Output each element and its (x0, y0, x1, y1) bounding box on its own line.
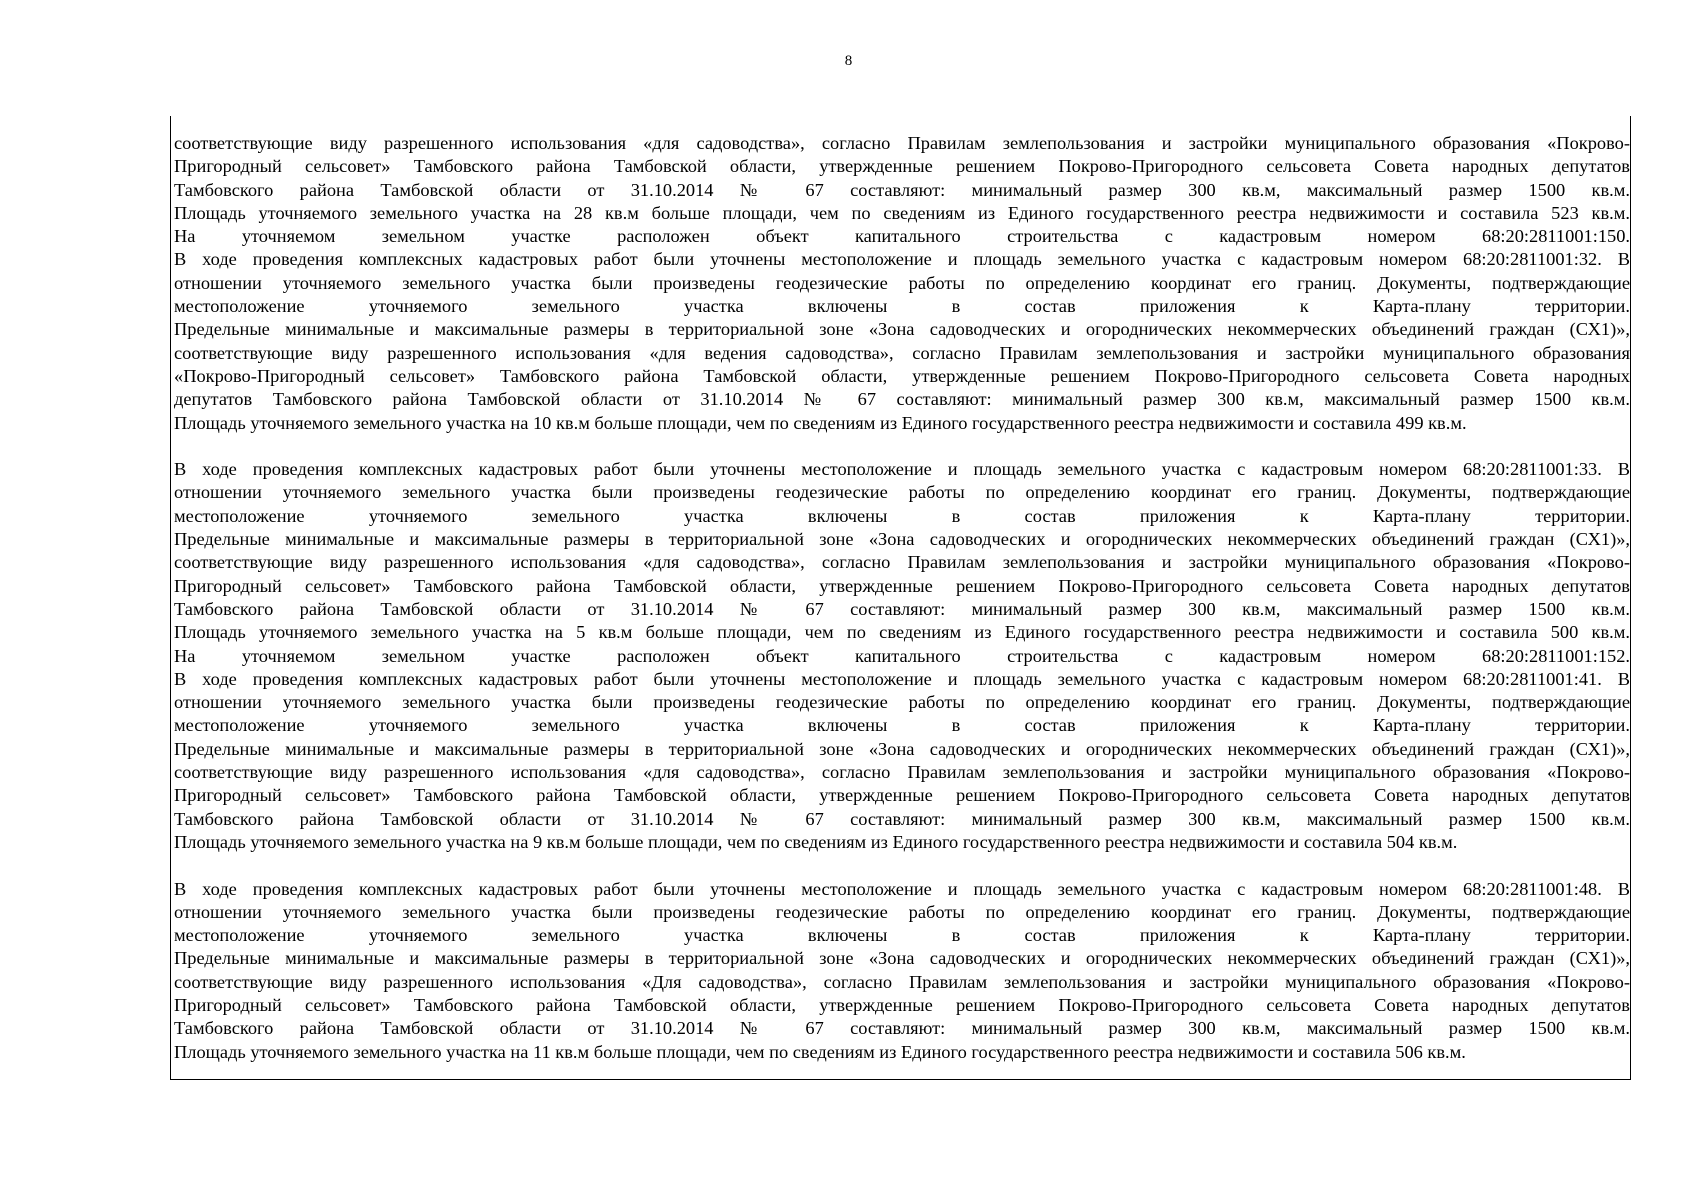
text-line: Предельные минимальные и максимальные размеры в территориальной зоне «Зона садоводческих и огороднических некоммерческих объединений граждан (СХ1)», (174, 738, 1630, 759)
text-line: Предельные минимальные и максимальные размеры в территориальной зоне «Зона садоводческих и огороднических некоммерческих объединений граждан (СХ1)», (174, 529, 1630, 550)
text-line: Пригородный сельсовет» Тамбовского района Тамбовской области, утвержденные решением Покрово-Пригородного сельсовета Совета народных депутатов (174, 785, 1630, 806)
text-line: соответствующие виду разрешенного использования «для садоводства», согласно Правилам землепользования и застройки муниципального образования «Покрово- (174, 762, 1630, 783)
text-line: В ходе проведения комплексных кадастровых работ были уточнены местоположение и площадь земельного участка с кадастровым номером 68:20:2811001:41. В (174, 668, 1630, 689)
text-line: Предельные минимальные и максимальные размеры в территориальной зоне «Зона садоводческих и огороднических некоммерческих объединений граждан (СХ1)», (174, 948, 1630, 969)
document-table-cell (170, 116, 1631, 1080)
text-line: Площадь уточняемого земельного участка на 9 кв.м больше площади, чем по сведениям из Единого государственного реестра недвижимости и составила 504 кв.м. (174, 831, 1458, 852)
text-line: Площадь уточняемого земельного участка на 28 кв.м больше площади, чем по сведениям из Единого государственного реестра недвижимости и составила 523 кв.м. (174, 202, 1630, 223)
text-line: местоположение уточняемого земельного участка включены в состав приложения к Карта-плану территории. (174, 925, 1630, 946)
text-line: отношении уточняемого земельного участка были произведены геодезические работы по определению координат его границ. Документы, подтверждающие (174, 901, 1630, 922)
text-line: Тамбовского района Тамбовской области от 31.10.2014 № 67 составляют: минимальный размер 300 кв.м, максимальный размер 1500 кв.м. (174, 179, 1630, 200)
document-text (174, 132, 1630, 1064)
text-line: отношении уточняемого земельного участка были произведены геодезические работы по определению координат его границ. Документы, подтверждающие (174, 692, 1630, 713)
text-line: Площадь уточняемого земельного участка на 5 кв.м больше площади, чем по сведениям из Единого государственного реестра недвижимости и составила 500 кв.м. (174, 622, 1630, 643)
text-line: Площадь уточняемого земельного участка на 10 кв.м больше площади, чем по сведениям из Единого государственного реестра недвижимости и составила 499 кв.м. (174, 412, 1467, 433)
text-line: соответствующие виду разрешенного использования «для садоводства», согласно Правилам землепользования и застройки муниципального образования «Покрово- (174, 552, 1630, 573)
text-line: соответствующие виду разрешенного использования «Для садоводства», согласно Правилам землепользования и застройки муниципального образования «Покрово- (174, 971, 1630, 992)
paragraph-gap (174, 435, 1630, 458)
page-number: 8 (844, 53, 853, 69)
text-line: На уточняемом земельном участке расположен объект капитального строительства с кадастровым номером 68:20:2811001:150. (174, 226, 1630, 247)
text-line: «Покрово-Пригородный сельсовет» Тамбовского района Тамбовской области, утвержденные решением Покрово-Пригородного сельсовета Совета народных (174, 365, 1630, 386)
text-line: Предельные минимальные и максимальные размеры в территориальной зоне «Зона садоводческих и огороднических некоммерческих объединений граждан (СХ1)», (174, 319, 1630, 340)
text-line: На уточняемом земельном участке расположен объект капитального строительства с кадастровым номером 68:20:2811001:152. (174, 645, 1630, 666)
text-line: Пригородный сельсовет» Тамбовского района Тамбовской области, утвержденные решением Покрово-Пригородного сельсовета Совета народных депутатов (174, 156, 1630, 177)
text-line: Пригородный сельсовет» Тамбовского района Тамбовской области, утвержденные решением Покрово-Пригородного сельсовета Совета народных депутатов (174, 575, 1630, 596)
paragraph (174, 878, 1630, 1064)
text-line: депутатов Тамбовского района Тамбовской области от 31.10.2014 № 67 составляют: минимальный размер 300 кв.м, максимальный размер 1500 кв.м. (174, 389, 1630, 410)
text-line: Тамбовского района Тамбовской области от 31.10.2014 № 67 составляют: минимальный размер 300 кв.м, максимальный размер 1500 кв.м. (174, 808, 1630, 829)
text-line: Пригородный сельсовет» Тамбовского района Тамбовской области, утвержденные решением Покрово-Пригородного сельсовета Совета народных депутатов (174, 994, 1630, 1015)
text-line: отношении уточняемого земельного участка были произведены геодезические работы по определению координат его границ. Документы, подтверждающие (174, 272, 1630, 293)
paragraph (174, 132, 1630, 435)
text-line: местоположение уточняемого земельного участка включены в состав приложения к Карта-плану территории. (174, 715, 1630, 736)
paragraph-gap (174, 854, 1630, 877)
text-line: отношении уточняемого земельного участка были произведены геодезические работы по определению координат его границ. Документы, подтверждающие (174, 482, 1630, 503)
text-line: соответствующие виду разрешенного использования «для ведения садоводства», согласно Правилам землепользования и застройки муниципального образования (174, 342, 1630, 363)
text-line: Тамбовского района Тамбовской области от 31.10.2014 № 67 составляют: минимальный размер 300 кв.м, максимальный размер 1500 кв.м. (174, 1018, 1630, 1039)
text-line: В ходе проведения комплексных кадастровых работ были уточнены местоположение и площадь земельного участка с кадастровым номером 68:20:2811001:33. В (174, 459, 1630, 480)
text-line: местоположение уточняемого земельного участка включены в состав приложения к Карта-плану территории. (174, 296, 1630, 317)
text-line: Площадь уточняемого земельного участка на 11 кв.м больше площади, чем по сведениям из Единого государственного реестра недвижимости и составила 506 кв.м. (174, 1041, 1466, 1062)
text-line: В ходе проведения комплексных кадастровых работ были уточнены местоположение и площадь земельного участка с кадастровым номером 68:20:2811001:32. В (174, 249, 1630, 270)
text-line: соответствующие виду разрешенного использования «для садоводства», согласно Правилам землепользования и застройки муниципального образования «Покрово- (174, 133, 1630, 153)
paragraph (174, 458, 1630, 854)
text-line: Тамбовского района Тамбовской области от 31.10.2014 № 67 составляют: минимальный размер 300 кв.м, максимальный размер 1500 кв.м. (174, 598, 1630, 619)
text-line: В ходе проведения комплексных кадастровых работ были уточнены местоположение и площадь земельного участка с кадастровым номером 68:20:2811001:48. В (174, 878, 1630, 899)
text-line: местоположение уточняемого земельного участка включены в состав приложения к Карта-плану территории. (174, 505, 1630, 526)
